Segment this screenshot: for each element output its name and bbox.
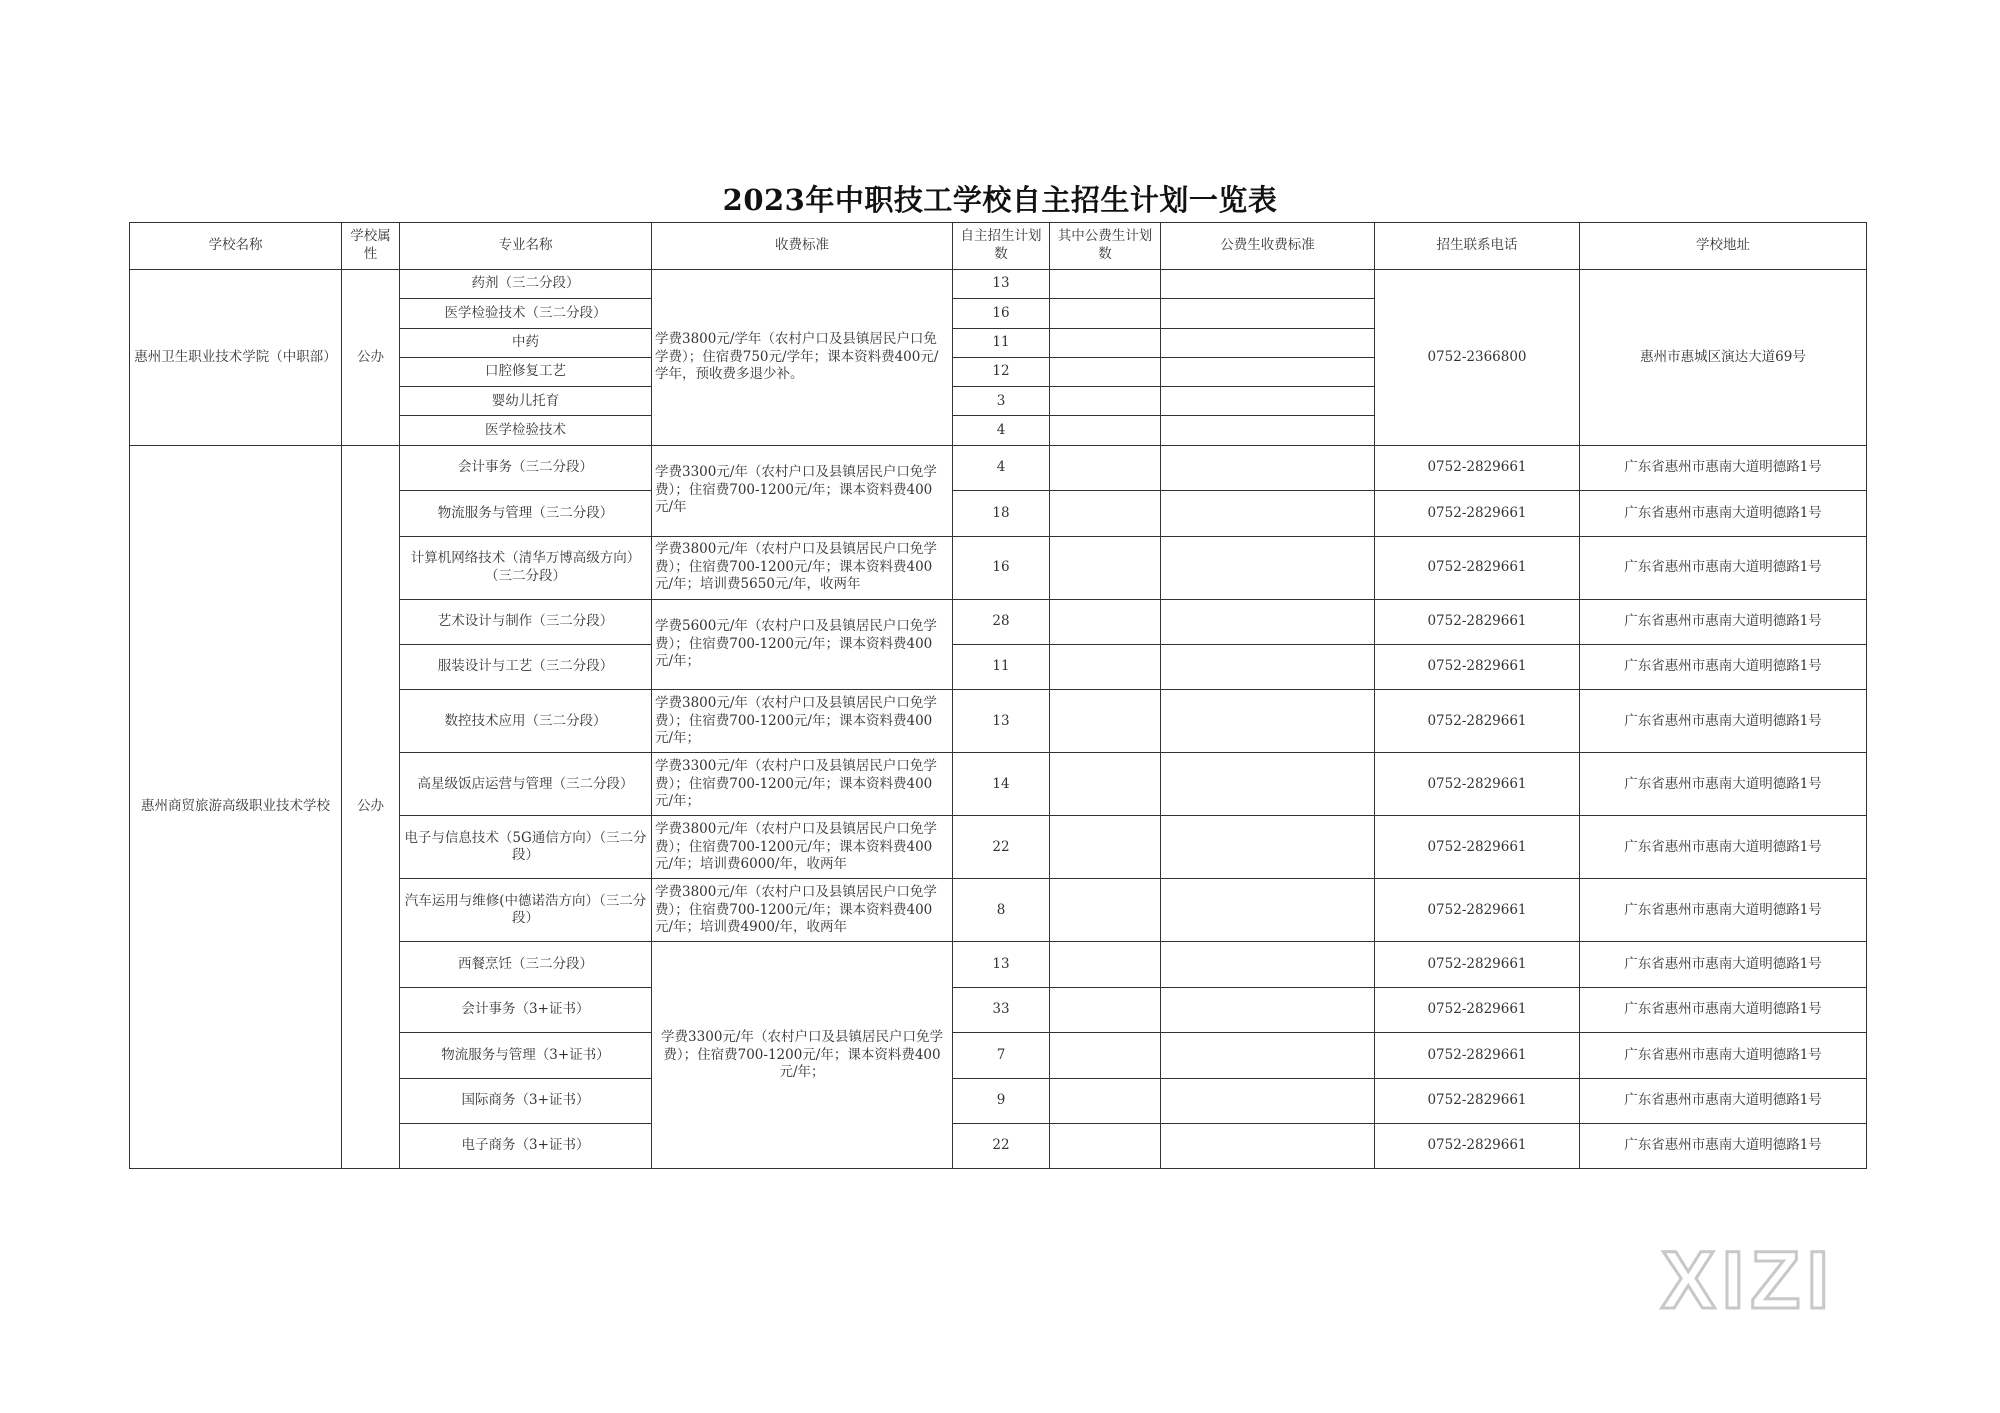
school-address: 广东省惠州市惠南大道明德路1号 bbox=[1580, 879, 1867, 942]
plan-count: 33 bbox=[953, 987, 1050, 1032]
school-address: 广东省惠州市惠南大道明德路1号 bbox=[1580, 690, 1867, 753]
major-name: 计算机网络技术（清华万博高级方向）（三二分段） bbox=[400, 536, 652, 599]
school-name: 惠州商贸旅游高级职业技术学校 bbox=[130, 445, 342, 1169]
public-fee bbox=[1161, 299, 1375, 328]
public-fee bbox=[1161, 416, 1375, 445]
contact-phone: 0752-2829661 bbox=[1375, 445, 1580, 490]
contact-phone: 0752-2829661 bbox=[1375, 753, 1580, 816]
public-plan-count bbox=[1050, 1123, 1161, 1168]
school-address: 广东省惠州市惠南大道明德路1号 bbox=[1580, 491, 1867, 536]
major-name: 国际商务（3+证书） bbox=[400, 1078, 652, 1123]
school-address: 广东省惠州市惠南大道明德路1号 bbox=[1580, 816, 1867, 879]
fee-standard: 学费5600元/年（农村户口及县镇居民户口免学费）；住宿费700-1200元/年；课本资料费400元/年； bbox=[652, 599, 953, 690]
watermark-text: XIZI bbox=[1660, 1238, 1836, 1318]
public-plan-count bbox=[1050, 536, 1161, 599]
contact-phone: 0752-2829661 bbox=[1375, 599, 1580, 644]
school-attr: 公办 bbox=[342, 445, 400, 1169]
school-address: 广东省惠州市惠南大道明德路1号 bbox=[1580, 1078, 1867, 1123]
plan-count: 13 bbox=[953, 942, 1050, 987]
contact-phone: 0752-2366800 bbox=[1375, 270, 1580, 446]
fee-standard: 学费3300元/年（农村户口及县镇居民户口免学费）；住宿费700-1200元/年；课本资料费400元/年； bbox=[652, 753, 953, 816]
public-plan-count bbox=[1050, 942, 1161, 987]
major-name: 电子与信息技术（5G通信方向）（三二分段） bbox=[400, 816, 652, 879]
school-address: 广东省惠州市惠南大道明德路1号 bbox=[1580, 536, 1867, 599]
contact-phone: 0752-2829661 bbox=[1375, 1123, 1580, 1168]
school-address: 广东省惠州市惠南大道明德路1号 bbox=[1580, 1123, 1867, 1168]
plan-count: 7 bbox=[953, 1033, 1050, 1078]
header-phone: 招生联系电话 bbox=[1375, 223, 1580, 270]
public-fee bbox=[1161, 987, 1375, 1032]
contact-phone: 0752-2829661 bbox=[1375, 879, 1580, 942]
fee-standard: 学费3800元/年（农村户口及县镇居民户口免学费）；住宿费700-1200元/年；课本资料费400元/年；培训费5650元/年，收两年 bbox=[652, 536, 953, 599]
public-plan-count bbox=[1050, 816, 1161, 879]
public-fee bbox=[1161, 445, 1375, 490]
plan-count: 12 bbox=[953, 357, 1050, 386]
header-public-plan: 其中公费生计划数 bbox=[1050, 223, 1161, 270]
plan-count: 3 bbox=[953, 387, 1050, 416]
public-fee bbox=[1161, 1033, 1375, 1078]
fee-standard: 学费3300元/年（农村户口及县镇居民户口免学费）；住宿费700-1200元/年；课本资料费400元/年； bbox=[652, 942, 953, 1169]
header-plan: 自主招生计划数 bbox=[953, 223, 1050, 270]
plan-count: 8 bbox=[953, 879, 1050, 942]
public-fee bbox=[1161, 879, 1375, 942]
plan-count: 11 bbox=[953, 328, 1050, 357]
school-address: 惠州市惠城区演达大道69号 bbox=[1580, 270, 1867, 446]
major-name: 医学检验技术 bbox=[400, 416, 652, 445]
public-plan-count bbox=[1050, 491, 1161, 536]
plan-count: 16 bbox=[953, 536, 1050, 599]
fee-standard: 学费3800元/年（农村户口及县镇居民户口免学费）；住宿费700-1200元/年；课本资料费400元/年； bbox=[652, 690, 953, 753]
table-row bbox=[130, 270, 1867, 299]
header-fee: 收费标准 bbox=[652, 223, 953, 270]
public-fee bbox=[1161, 387, 1375, 416]
public-plan-count bbox=[1050, 299, 1161, 328]
school-address: 广东省惠州市惠南大道明德路1号 bbox=[1580, 753, 1867, 816]
public-fee bbox=[1161, 644, 1375, 689]
header-row bbox=[130, 223, 1867, 270]
public-plan-count bbox=[1050, 753, 1161, 816]
plan-count: 9 bbox=[953, 1078, 1050, 1123]
major-name: 汽车运用与维修(中德诺浩方向）（三二分段） bbox=[400, 879, 652, 942]
plan-count: 4 bbox=[953, 445, 1050, 490]
public-fee bbox=[1161, 491, 1375, 536]
major-name: 医学检验技术（三二分段） bbox=[400, 299, 652, 328]
major-name: 艺术设计与制作（三二分段） bbox=[400, 599, 652, 644]
plan-count: 13 bbox=[953, 270, 1050, 299]
public-fee bbox=[1161, 753, 1375, 816]
contact-phone: 0752-2829661 bbox=[1375, 987, 1580, 1032]
public-plan-count bbox=[1050, 1078, 1161, 1123]
plan-count: 4 bbox=[953, 416, 1050, 445]
public-fee bbox=[1161, 328, 1375, 357]
plan-count: 28 bbox=[953, 599, 1050, 644]
public-plan-count bbox=[1050, 387, 1161, 416]
header-major: 专业名称 bbox=[400, 223, 652, 270]
school-address: 广东省惠州市惠南大道明德路1号 bbox=[1580, 987, 1867, 1032]
table-row bbox=[130, 445, 1867, 490]
public-plan-count bbox=[1050, 416, 1161, 445]
public-fee bbox=[1161, 690, 1375, 753]
public-plan-count bbox=[1050, 690, 1161, 753]
public-plan-count bbox=[1050, 328, 1161, 357]
major-name: 会计事务（3+证书） bbox=[400, 987, 652, 1032]
public-plan-count bbox=[1050, 357, 1161, 386]
major-name: 中药 bbox=[400, 328, 652, 357]
school-attr: 公办 bbox=[342, 270, 400, 446]
public-plan-count bbox=[1050, 987, 1161, 1032]
major-name: 婴幼儿托育 bbox=[400, 387, 652, 416]
public-fee bbox=[1161, 816, 1375, 879]
major-name: 会计事务（三二分段） bbox=[400, 445, 652, 490]
watermark-logo bbox=[1628, 1238, 1868, 1318]
enrollment-plan-table bbox=[129, 222, 1867, 1169]
school-address: 广东省惠州市惠南大道明德路1号 bbox=[1580, 644, 1867, 689]
school-address: 广东省惠州市惠南大道明德路1号 bbox=[1580, 599, 1867, 644]
major-name: 物流服务与管理（三二分段） bbox=[400, 491, 652, 536]
plan-count: 18 bbox=[953, 491, 1050, 536]
public-fee bbox=[1161, 1078, 1375, 1123]
plan-count: 11 bbox=[953, 644, 1050, 689]
header-address: 学校地址 bbox=[1580, 223, 1867, 270]
major-name: 电子商务（3+证书） bbox=[400, 1123, 652, 1168]
public-plan-count bbox=[1050, 879, 1161, 942]
major-name: 高星级饭店运营与管理（三二分段） bbox=[400, 753, 652, 816]
major-name: 物流服务与管理（3+证书） bbox=[400, 1033, 652, 1078]
contact-phone: 0752-2829661 bbox=[1375, 491, 1580, 536]
school-address: 广东省惠州市惠南大道明德路1号 bbox=[1580, 445, 1867, 490]
public-plan-count bbox=[1050, 644, 1161, 689]
public-fee bbox=[1161, 599, 1375, 644]
page-title: 2023年中职技工学校自主招生计划一览表 bbox=[722, 183, 1278, 217]
school-name: 惠州卫生职业技术学院（中职部） bbox=[130, 270, 342, 446]
plan-count: 22 bbox=[953, 816, 1050, 879]
contact-phone: 0752-2829661 bbox=[1375, 1033, 1580, 1078]
fee-standard: 学费3800元/年（农村户口及县镇居民户口免学费）；住宿费700-1200元/年；课本资料费400元/年；培训费4900/年，收两年 bbox=[652, 879, 953, 942]
public-fee bbox=[1161, 942, 1375, 987]
public-plan-count bbox=[1050, 445, 1161, 490]
contact-phone: 0752-2829661 bbox=[1375, 644, 1580, 689]
major-name: 服装设计与工艺（三二分段） bbox=[400, 644, 652, 689]
plan-count: 22 bbox=[953, 1123, 1050, 1168]
public-plan-count bbox=[1050, 1033, 1161, 1078]
header-attr: 学校属性 bbox=[342, 223, 400, 270]
fee-standard: 学费3800元/年（农村户口及县镇居民户口免学费）；住宿费700-1200元/年；课本资料费400元/年；培训费6000/年，收两年 bbox=[652, 816, 953, 879]
plan-count: 13 bbox=[953, 690, 1050, 753]
school-address: 广东省惠州市惠南大道明德路1号 bbox=[1580, 1033, 1867, 1078]
public-plan-count bbox=[1050, 270, 1161, 299]
major-name: 西餐烹饪（三二分段） bbox=[400, 942, 652, 987]
contact-phone: 0752-2829661 bbox=[1375, 1078, 1580, 1123]
fee-standard: 学费3800元/学年（农村户口及县镇居民户口免学费）；住宿费750元/学年；课本资料费400元/学年，预收费多退少补。 bbox=[652, 270, 953, 446]
plan-count: 14 bbox=[953, 753, 1050, 816]
contact-phone: 0752-2829661 bbox=[1375, 816, 1580, 879]
public-fee bbox=[1161, 357, 1375, 386]
public-plan-count bbox=[1050, 599, 1161, 644]
contact-phone: 0752-2829661 bbox=[1375, 942, 1580, 987]
public-fee bbox=[1161, 1123, 1375, 1168]
contact-phone: 0752-2829661 bbox=[1375, 690, 1580, 753]
school-address: 广东省惠州市惠南大道明德路1号 bbox=[1580, 942, 1867, 987]
header-school: 学校名称 bbox=[130, 223, 342, 270]
public-fee bbox=[1161, 270, 1375, 299]
major-name: 数控技术应用（三二分段） bbox=[400, 690, 652, 753]
fee-standard: 学费3300元/年（农村户口及县镇居民户口免学费）；住宿费700-1200元/年；课本资料费400元/年 bbox=[652, 445, 953, 536]
plan-count: 16 bbox=[953, 299, 1050, 328]
contact-phone: 0752-2829661 bbox=[1375, 536, 1580, 599]
header-public-fee: 公费生收费标准 bbox=[1161, 223, 1375, 270]
major-name: 口腔修复工艺 bbox=[400, 357, 652, 386]
public-fee bbox=[1161, 536, 1375, 599]
major-name: 药剂（三二分段） bbox=[400, 270, 652, 299]
